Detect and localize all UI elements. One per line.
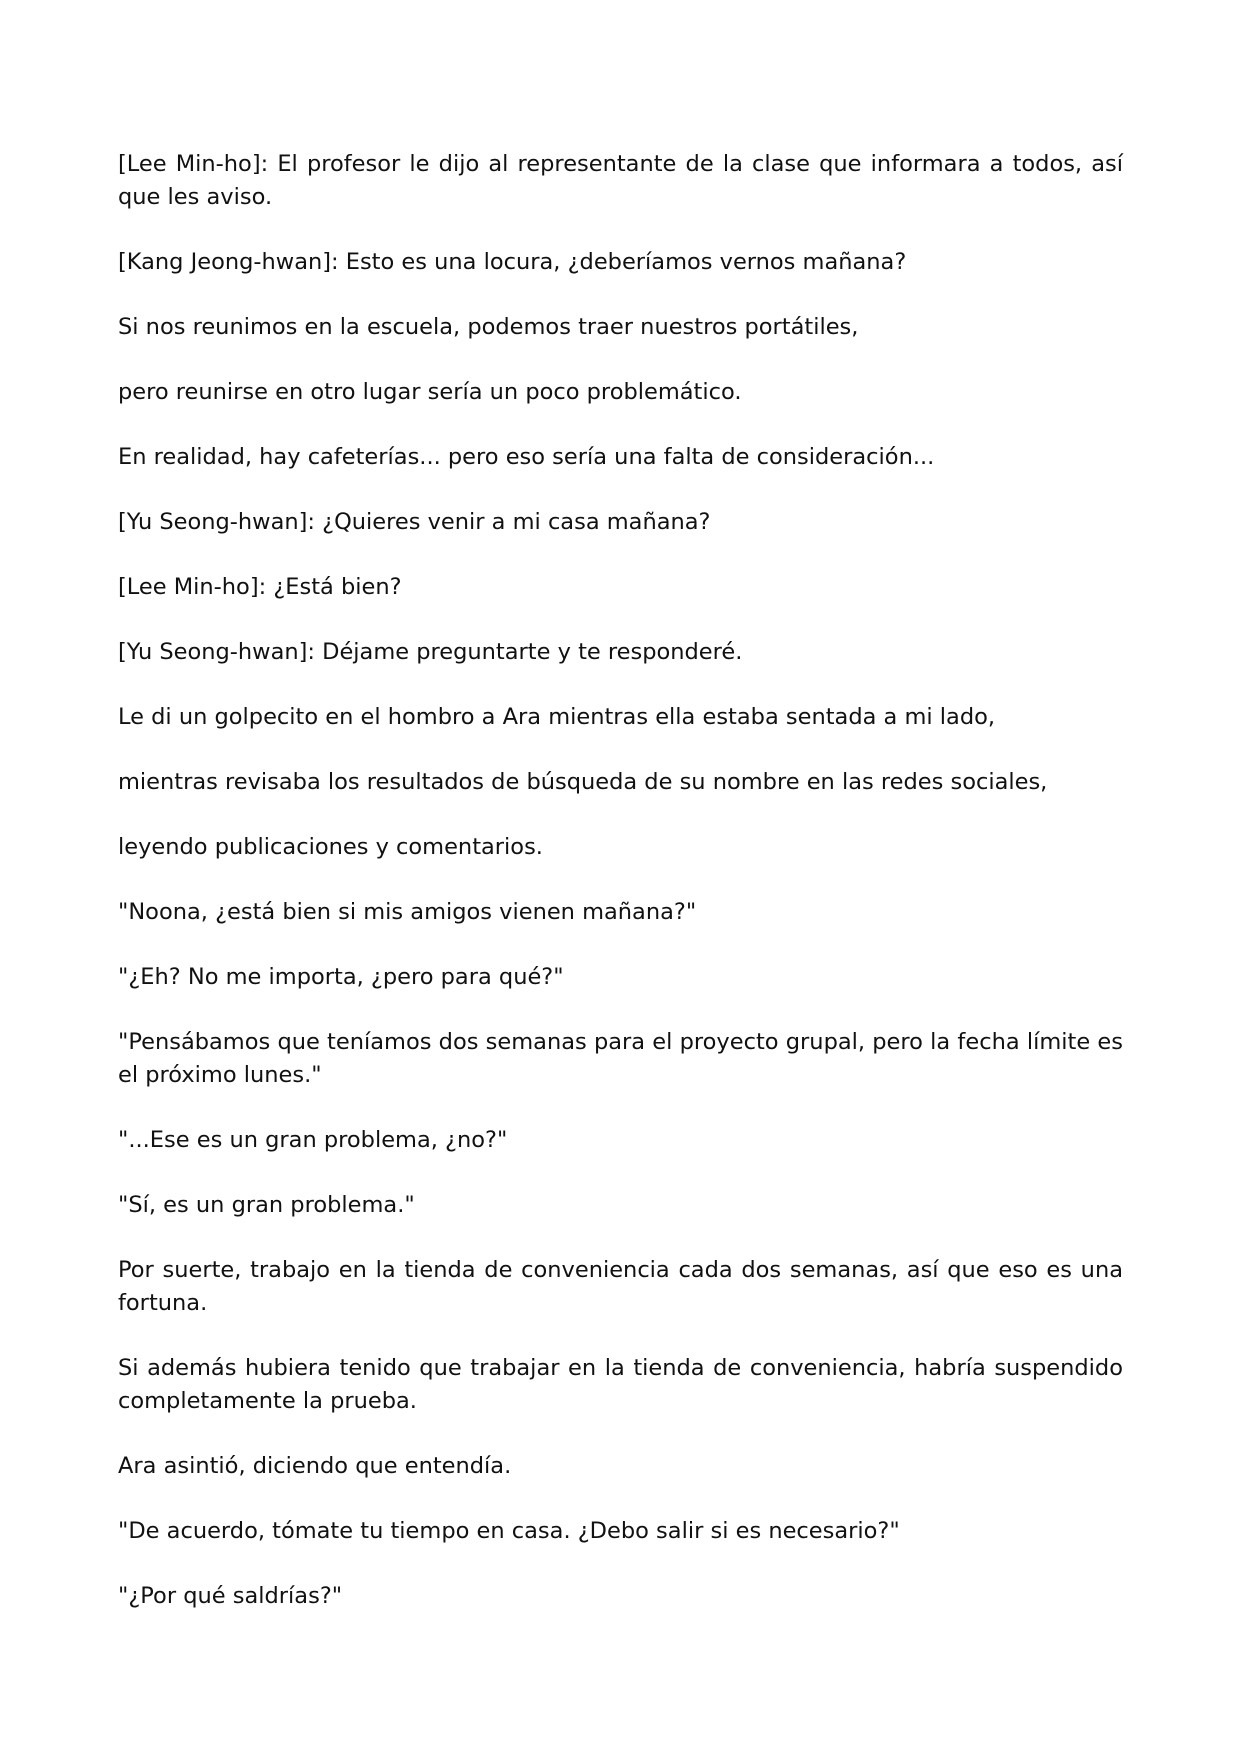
paragraph: [Lee Min-ho]: ¿Está bien? bbox=[118, 574, 402, 600]
paragraph: [Yu Seong-hwan]: Déjame preguntarte y te responderé. bbox=[118, 639, 743, 665]
paragraph: leyendo publicaciones y comentarios. bbox=[118, 834, 543, 860]
paragraph: "Noona, ¿está bien si mis amigos vienen mañana?" bbox=[118, 899, 697, 925]
paragraph: pero reunirse en otro lugar sería un poco problemático. bbox=[118, 379, 742, 405]
paragraph: Por suerte, trabajo en la tienda de conveniencia cada dos semanas, así que eso es una fortuna. bbox=[118, 1257, 1123, 1316]
paragraph: "¿Por qué saldrías?" bbox=[118, 1583, 343, 1609]
paragraph: "Sí, es un gran problema." bbox=[118, 1192, 415, 1218]
paragraph: "...Ese es un gran problema, ¿no?" bbox=[118, 1127, 508, 1153]
paragraph: En realidad, hay cafeterías... pero eso sería una falta de consideración... bbox=[118, 444, 935, 470]
document-body bbox=[118, 148, 1123, 1645]
paragraph: "¿Eh? No me importa, ¿pero para qué?" bbox=[118, 964, 564, 990]
paragraph: Si nos reunimos en la escuela, podemos traer nuestros portátiles, bbox=[118, 314, 859, 340]
paragraph: Si además hubiera tenido que trabajar en la tienda de conveniencia, habría suspendido completamente la prueba. bbox=[118, 1355, 1123, 1414]
paragraph: "De acuerdo, tómate tu tiempo en casa. ¿Debo salir si es necesario?" bbox=[118, 1518, 900, 1544]
paragraph: Le di un golpecito en el hombro a Ara mientras ella estaba sentada a mi lado, bbox=[118, 704, 996, 730]
paragraph: "Pensábamos que teníamos dos semanas para el proyecto grupal, pero la fecha límite es el próximo lunes." bbox=[118, 1029, 1123, 1088]
paragraph: [Kang Jeong-hwan]: Esto es una locura, ¿deberíamos vernos mañana? bbox=[118, 249, 907, 275]
paragraph: mientras revisaba los resultados de búsqueda de su nombre en las redes sociales, bbox=[118, 769, 1048, 795]
paragraph: Ara asintió, diciendo que entendía. bbox=[118, 1453, 512, 1479]
paragraph: [Lee Min-ho]: El profesor le dijo al representante de la clase que informara a todos, así que les aviso. bbox=[118, 151, 1123, 210]
paragraph: [Yu Seong-hwan]: ¿Quieres venir a mi casa mañana? bbox=[118, 509, 711, 535]
